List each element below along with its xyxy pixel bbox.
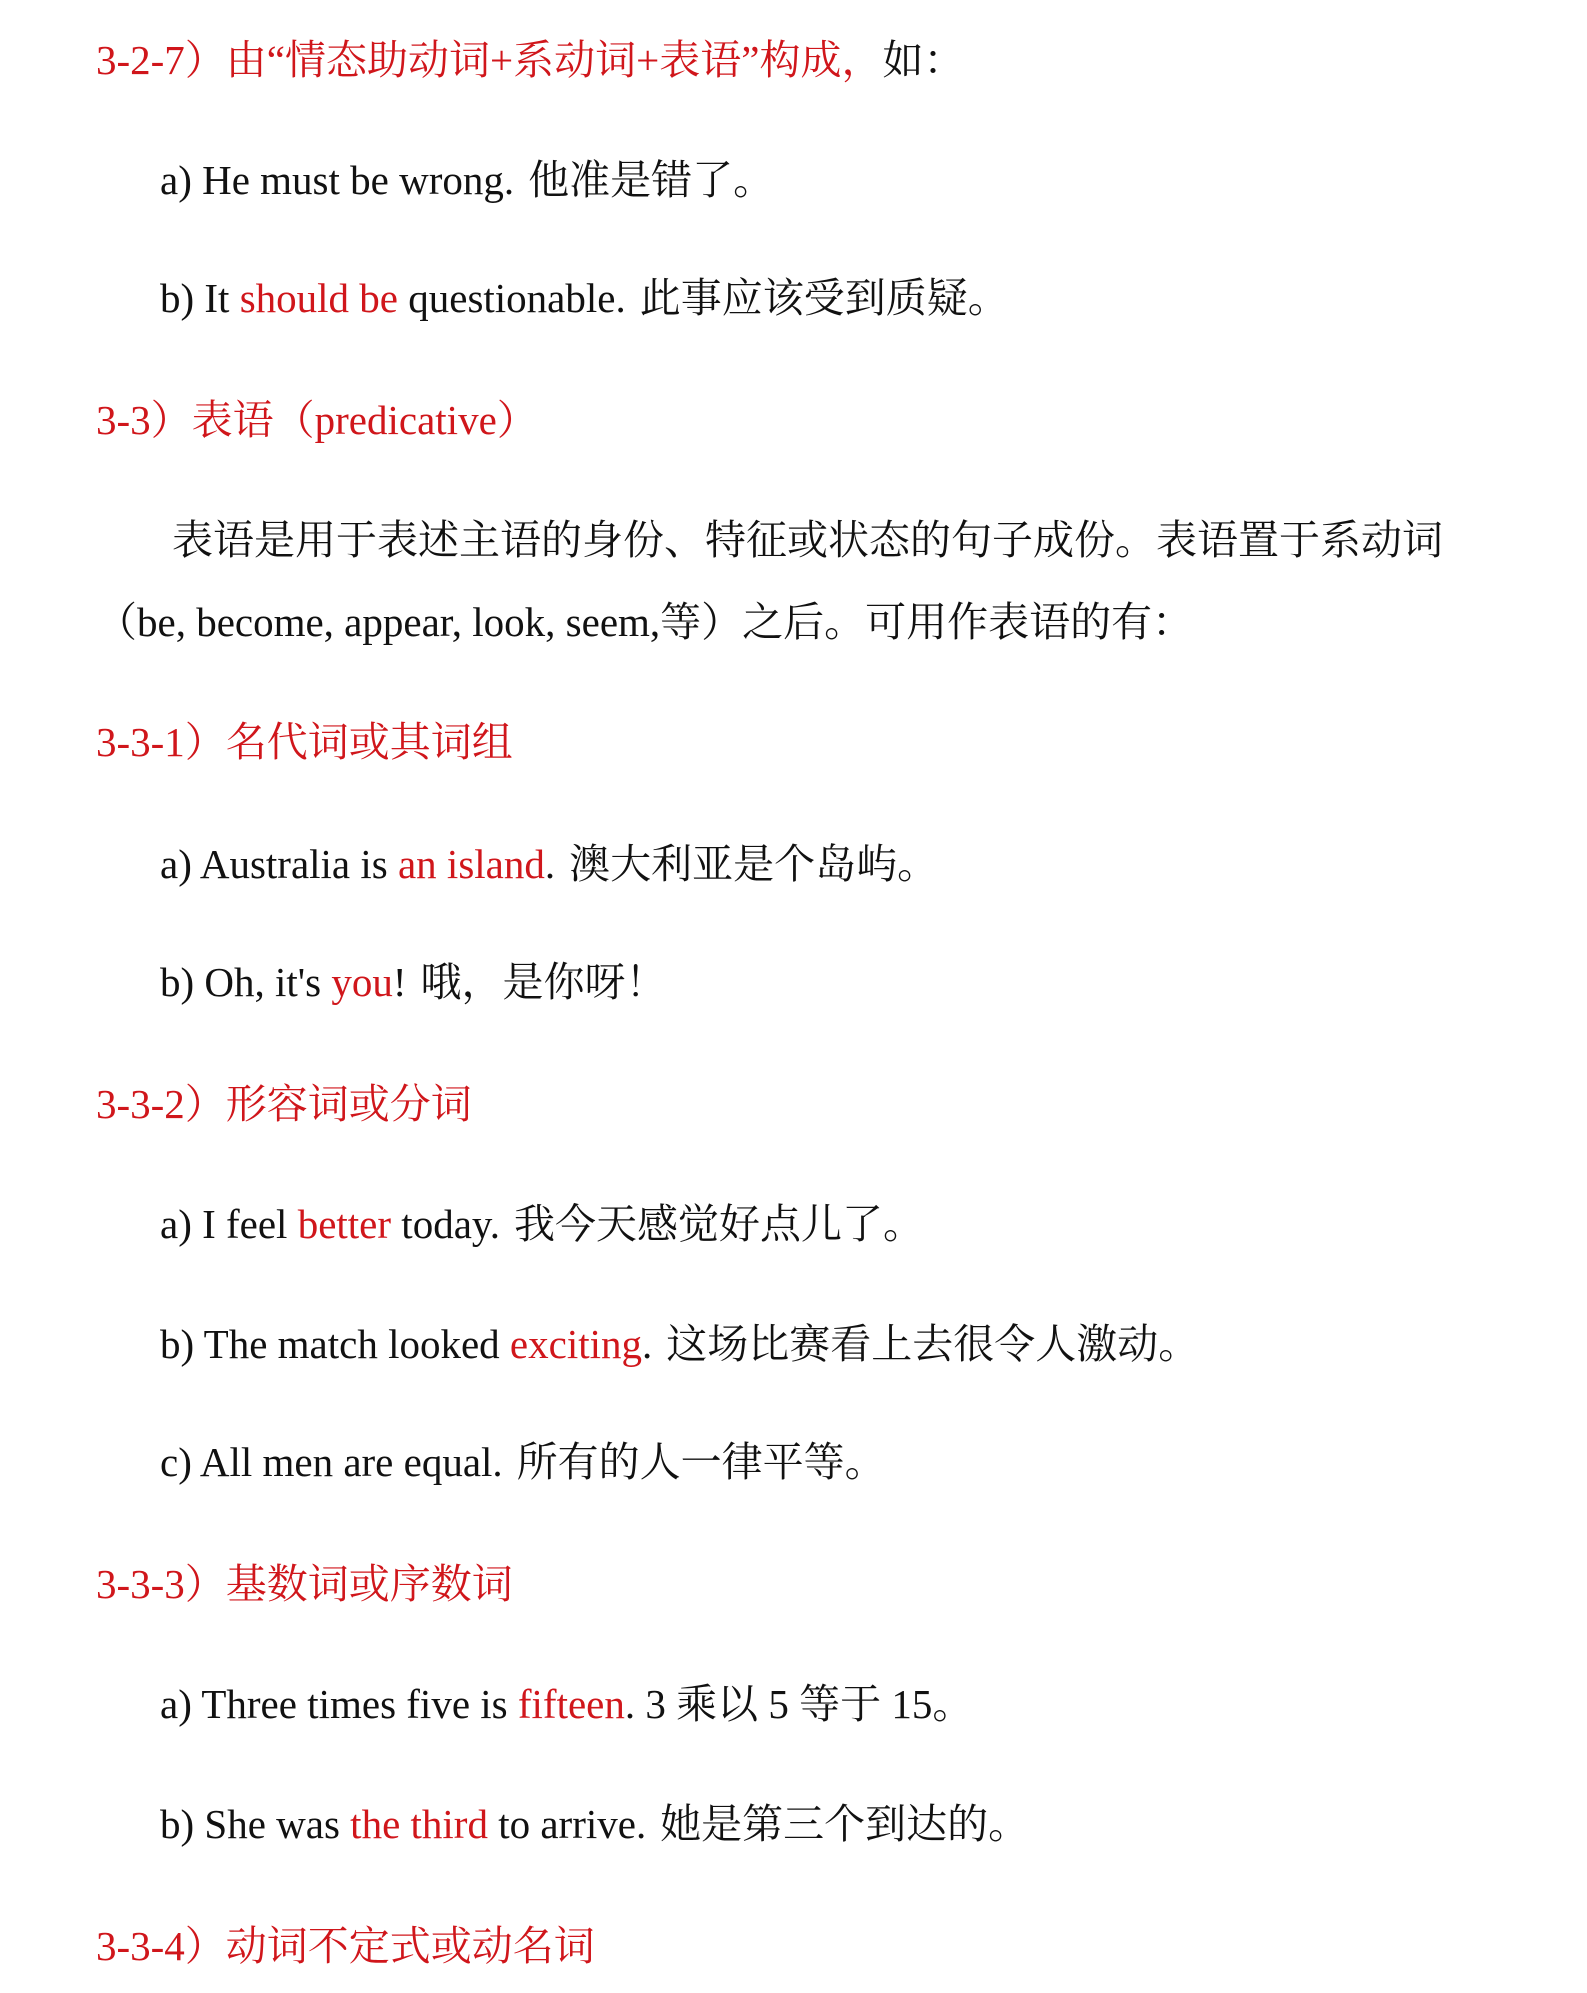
- example-zh: 此事应该受到质疑。: [639, 275, 1009, 321]
- example-en-suffix: !: [392, 959, 407, 1005]
- example-highlight: an island: [397, 841, 545, 887]
- example-en-prefix: b) Oh, it's: [160, 959, 332, 1005]
- example-en-prefix: a) Australia is: [160, 841, 398, 887]
- example-highlight: exciting: [509, 1321, 642, 1367]
- heading-3-3-2: [96, 1076, 472, 1132]
- example-zh: 他准是错了。: [528, 157, 775, 203]
- example-en-suffix: . 3 乘以 5 等于 15。: [624, 1681, 974, 1727]
- example-3-2-7-a: [160, 152, 774, 208]
- example-3-3-2-b: [160, 1316, 1199, 1372]
- heading-3-3-label: 3-3）表语（predicative）: [96, 397, 538, 443]
- example-3-3-2-c: [160, 1434, 886, 1490]
- example-zh: 我今天感觉好点儿了。: [513, 1201, 924, 1247]
- example-en-prefix: b) The match looked: [160, 1321, 510, 1367]
- example-en-prefix: a) I feel: [160, 1201, 298, 1247]
- example-en-prefix: b) It: [160, 275, 240, 321]
- paragraph-3-3-line-2: [96, 594, 1193, 650]
- example-zh: 这场比赛看上去很令人激动。: [666, 1321, 1200, 1367]
- example-3-2-7-b: [160, 270, 1009, 326]
- example-3-3-2-a: [160, 1196, 924, 1252]
- heading-3-2-7-suffix: 如：: [882, 37, 965, 83]
- example-en-suffix: .: [642, 1321, 653, 1367]
- example-en-prefix: b) She was: [160, 1801, 351, 1847]
- example-en-suffix: .: [544, 841, 556, 887]
- paragraph-3-3-line-1: [172, 512, 1443, 568]
- heading-3-3-1-label: 3-3-1）名代词或其词组: [96, 719, 513, 765]
- example-3-3-3-a: [160, 1676, 973, 1732]
- heading-3-3: [96, 392, 538, 448]
- heading-3-2-7: [96, 32, 964, 88]
- example-en: a) He must be wrong.: [160, 157, 515, 203]
- example-highlight: better: [297, 1201, 392, 1247]
- heading-3-3-4: [96, 1918, 595, 1974]
- example-zh: 所有的人一律平等。: [516, 1439, 886, 1485]
- example-highlight: fifteen: [517, 1681, 625, 1727]
- paragraph-text: 表语是用于表述主语的身份、特征或状态的句子成份。表语置于系动词: [172, 517, 1443, 563]
- example-zh: 澳大利亚是个岛屿。: [569, 841, 939, 887]
- example-en-suffix: questionable.: [398, 275, 626, 321]
- example-zh: 她是第三个到达的。: [660, 1801, 1030, 1847]
- heading-3-3-2-label: 3-3-2）形容词或分词: [96, 1081, 472, 1127]
- example-3-3-3-b: [160, 1796, 1029, 1852]
- heading-3-3-1: [96, 714, 513, 770]
- heading-3-3-3: [96, 1556, 513, 1612]
- example-highlight: the third: [350, 1801, 488, 1847]
- example-en: c) All men are equal.: [160, 1439, 503, 1485]
- example-en-suffix: to arrive.: [487, 1801, 647, 1847]
- heading-3-3-3-label: 3-3-3）基数词或序数词: [96, 1561, 513, 1607]
- example-3-3-1-a: [160, 836, 938, 892]
- example-zh: 哦，是你呀！: [420, 959, 667, 1005]
- heading-3-2-7-label: 3-2-7）由“情态助动词+系动词+表语”构成，: [96, 37, 883, 83]
- example-highlight: should be: [239, 275, 398, 321]
- paragraph-text: （be, become, appear, look, seem,等）之后。可用作表语的有：: [96, 599, 1194, 645]
- example-highlight: you: [331, 959, 393, 1005]
- heading-3-3-4-label: 3-3-4）动词不定式或动名词: [96, 1923, 595, 1969]
- example-en-suffix: today.: [391, 1201, 500, 1247]
- example-3-3-1-b: [160, 954, 667, 1010]
- example-en-prefix: a) Three times five is: [160, 1681, 518, 1727]
